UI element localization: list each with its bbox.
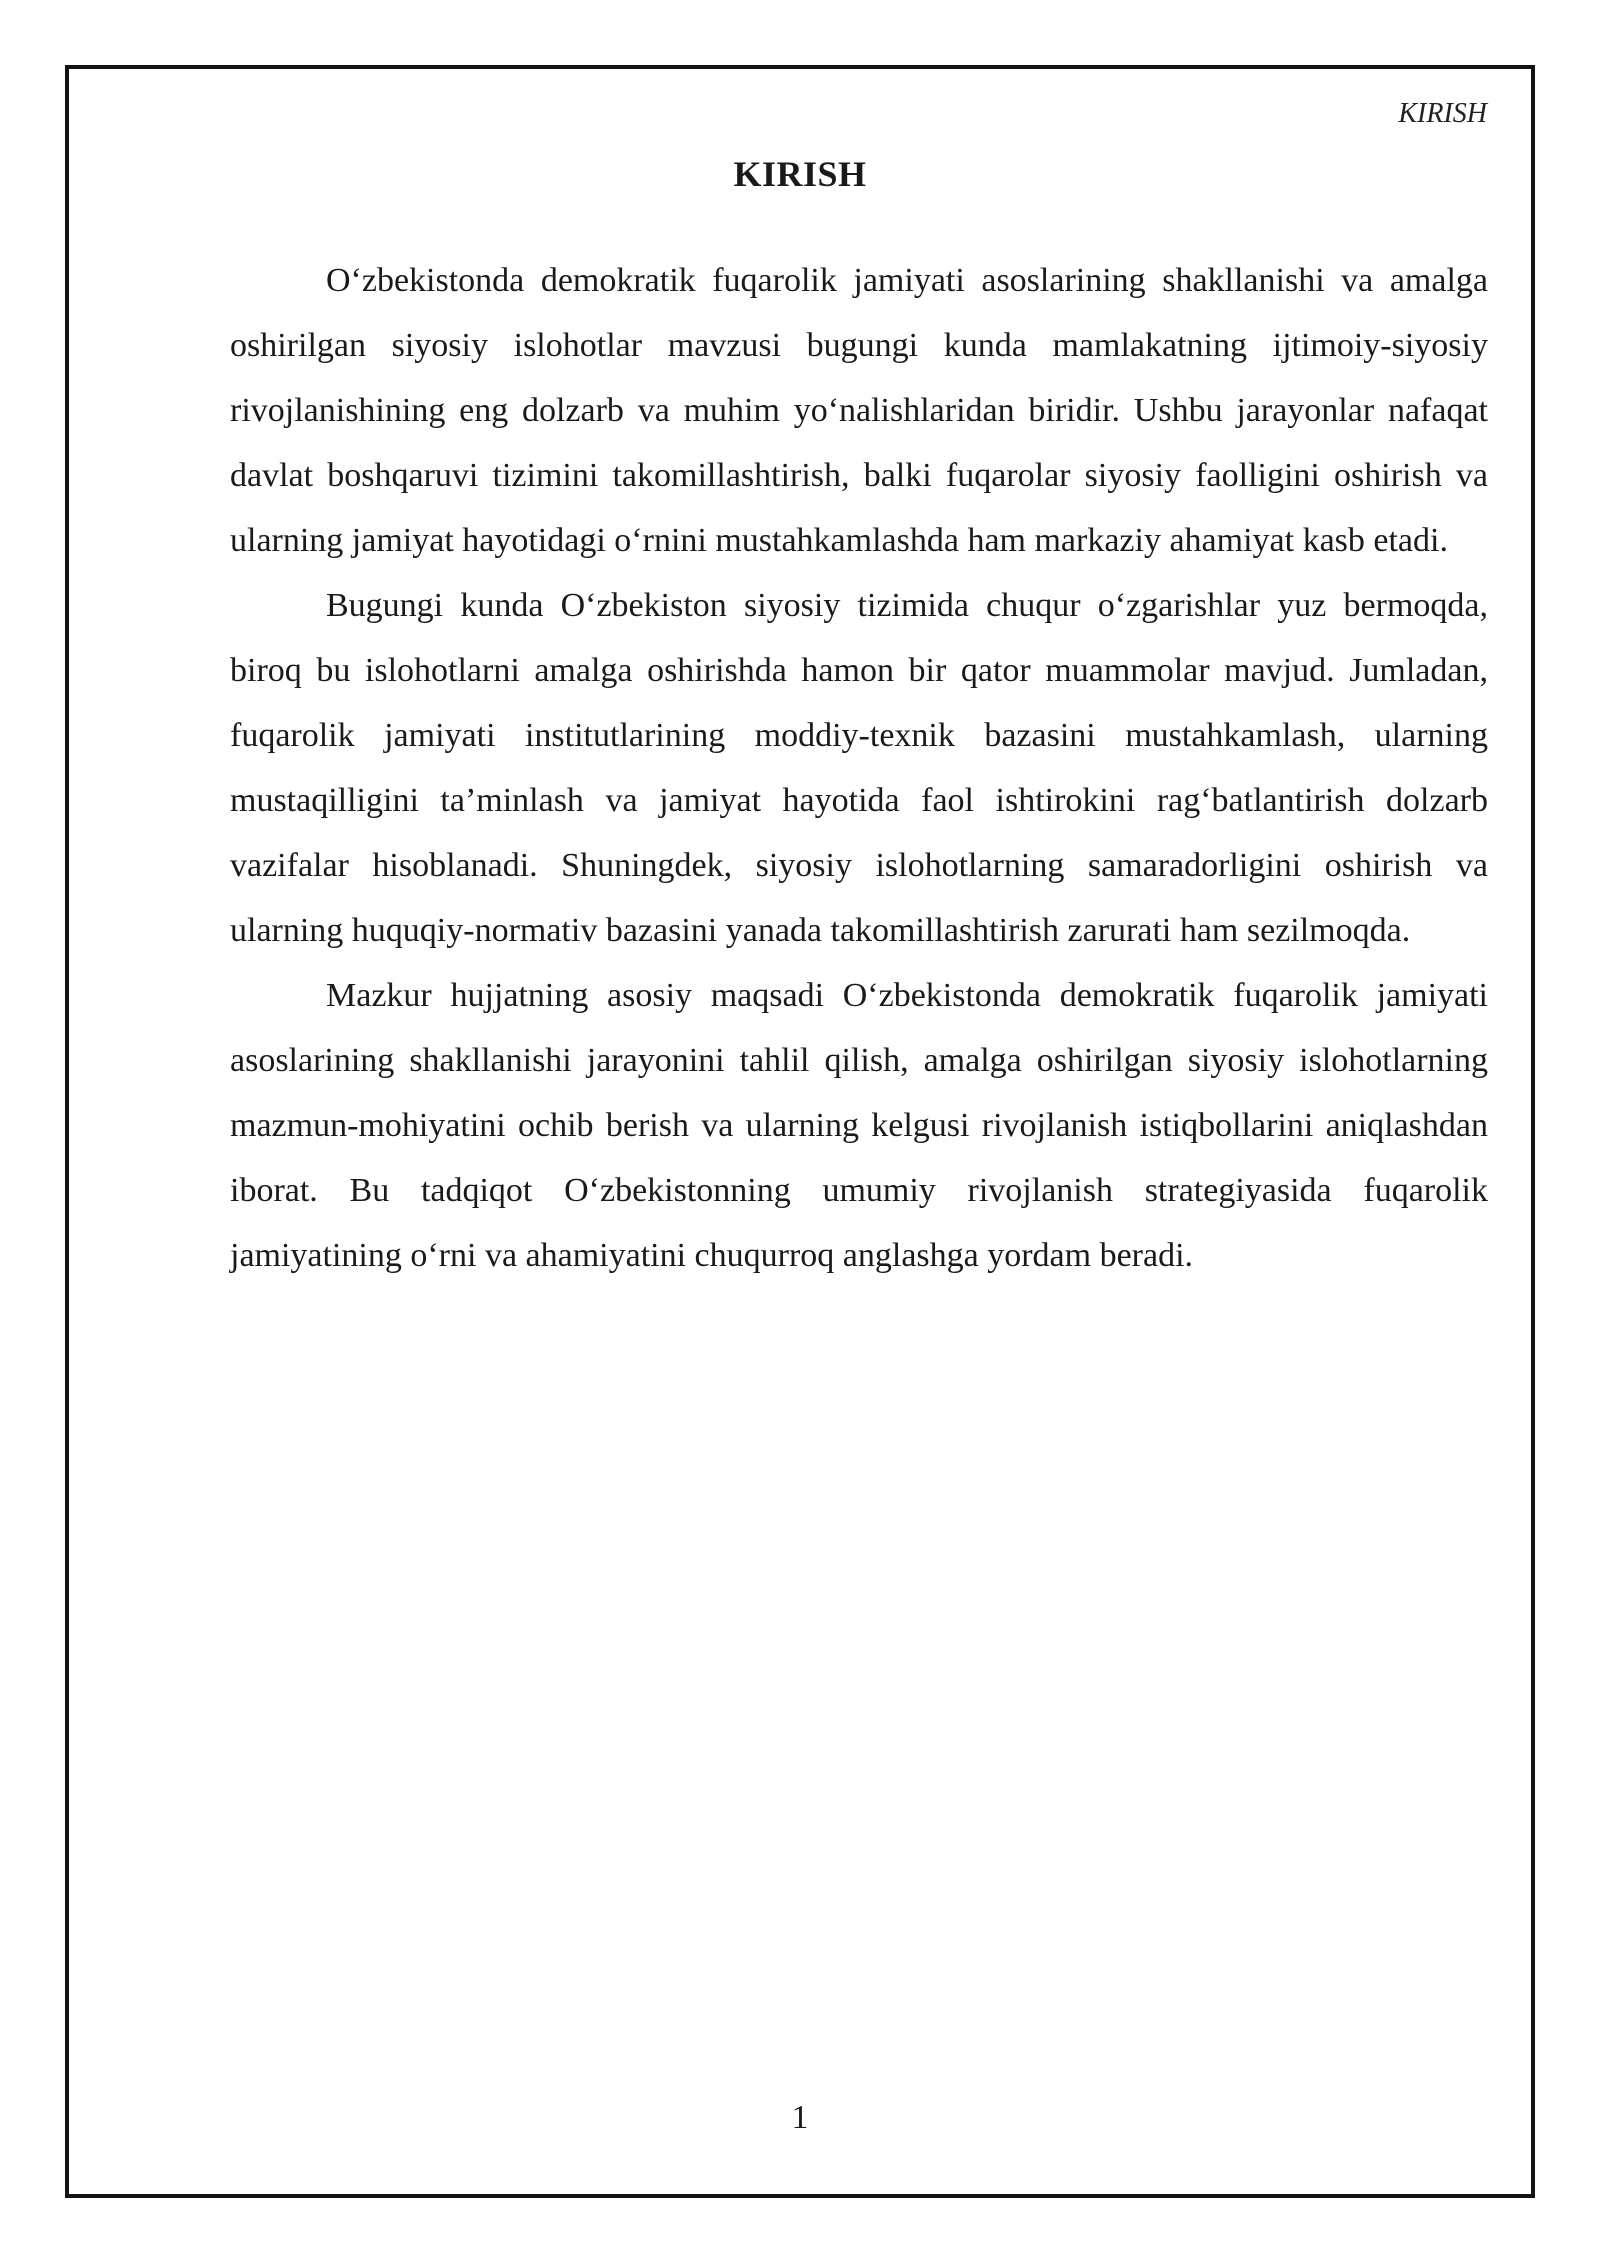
page-title: KIRISH [733,154,867,194]
paragraph: Mazkur hujjatning asosiy maqsadi O‘zbekistonda demokratik fuqarolik jamiyati asoslarining shakllanishi jarayonini tahlil qilish, amalga oshirilgan siyosiy islohotlarning mazmun-mohiyatini ochib berish va ularning kelgusi rivojlanish istiqbollarini aniqlashdan iborat. Bu tadqiqot O‘zbekistonning umumiy rivojlanish strategiyasida fuqarolik jamiyatining o‘rni va ahamiyatini chuqurroq anglashga yordam beradi. [230,977,1488,1274]
paragraph: Bugungi kunda O‘zbekiston siyosiy tizimida chuqur o‘zgarishlar yuz bermoqda, biroq bu islohotlarni amalga oshirishda hamon bir qator muammolar mavjud. Jumladan, fuqarolik jamiyati institutlarining moddiy-texnik bazasini mustahkamlash, ularning mustaqilligini ta’minlash va jamiyat hayotida faol ishtirokini rag‘batlantirish dolzarb vazifalar hisoblanadi. Shuningdek, siyosiy islohotlarning samaradorligini oshirish va ularning huquqiy-normativ bazasini yanada takomillashtirish zarurati ham sezilmoqda. [230,587,1488,949]
running-header: KIRISH [1398,98,1487,129]
paragraph: O‘zbekistonda demokratik fuqarolik jamiyati asoslarining shakllanishi va amalga oshirilgan siyosiy islohotlar mavzusi bugungi kunda mamlakatning ijtimoiy-siyosiy rivojlanishining eng dolzarb va muhim yo‘nalishlaridan biridir. Ushbu jarayonlar nafaqat davlat boshqaruvi tizimini takomillashtirish, balki fuqarolar siyosiy faolligini oshirish va ularning jamiyat hayotidagi o‘rnini mustahkamlashda ham markaziy ahamiyat kasb etadi. [230,262,1488,559]
page-number: 1 [791,2099,809,2136]
body-text [230,248,1488,1288]
